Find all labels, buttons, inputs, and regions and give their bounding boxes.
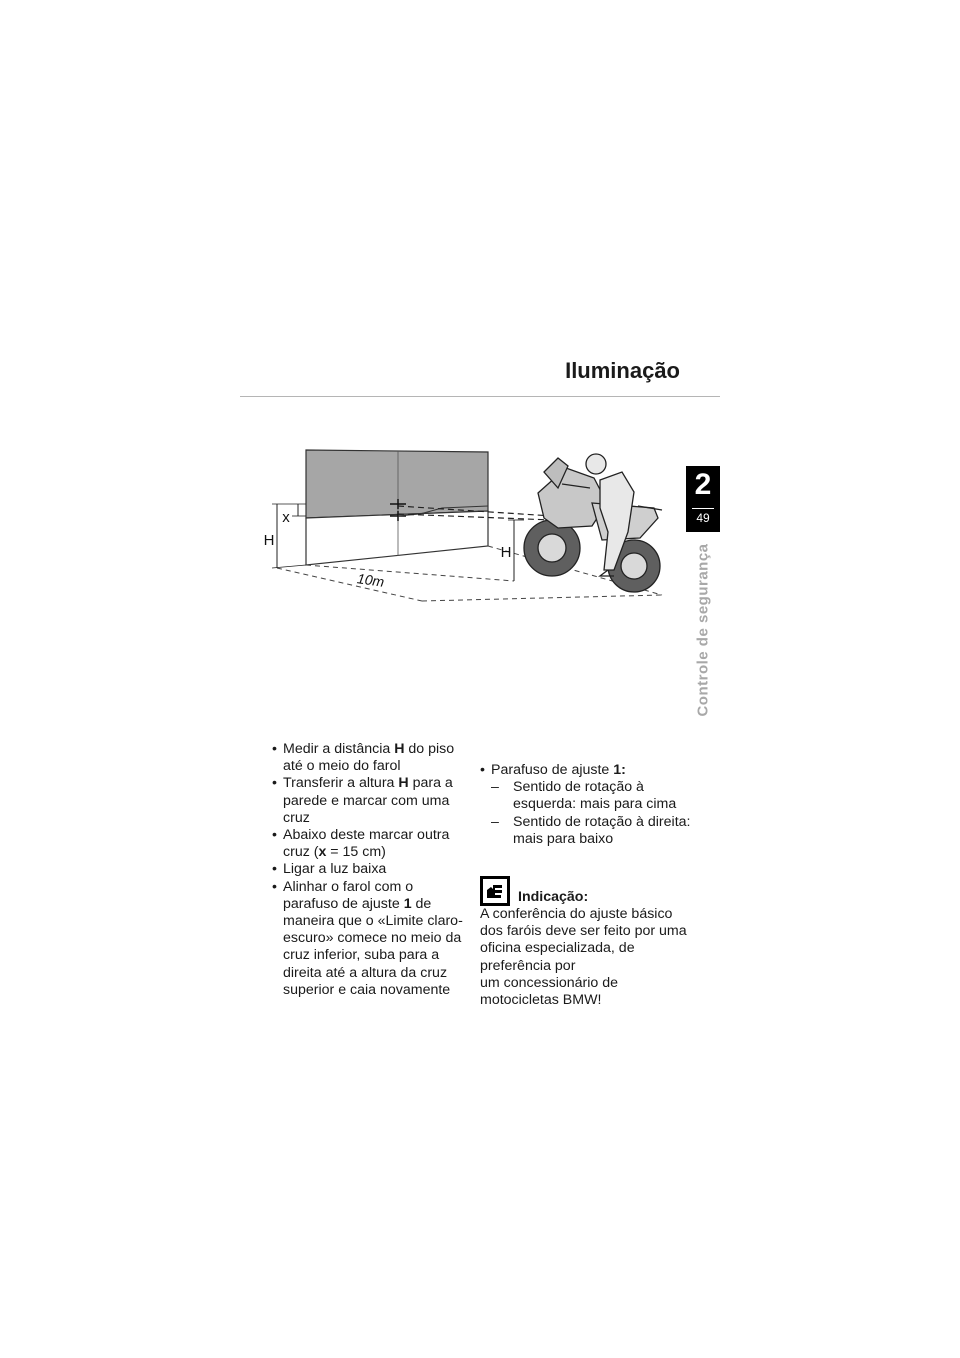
label-x: x: [282, 509, 290, 526]
label-distance: 10m: [356, 570, 386, 590]
list-item: • Transferir a altura H para a parede e marcar com uma cruz: [272, 775, 453, 826]
note-title: Indicação:: [518, 889, 589, 906]
ground-line-far: [422, 595, 662, 601]
chapter-number: 2: [694, 468, 712, 501]
label-h-right: H: [500, 544, 512, 561]
instructions-left-column: [272, 741, 472, 999]
bullet: •: [272, 775, 277, 792]
bullet: •: [272, 878, 277, 895]
ground-line-near: [277, 568, 422, 601]
label-h-left: H: [263, 532, 275, 549]
list-item: • Alinhar o farol com o parafuso de ajuste 1 de maneira que o «Limite claro-escuro» comece no meio da cruz inferior, suba para a direita até a altura da cruz superior e caia novamente: [272, 878, 463, 998]
sub-list-item: – Sentido de rotação à direita: mais para baixo: [491, 813, 691, 847]
motorcycle-rider: [524, 454, 662, 592]
instructions-right-column: [480, 762, 695, 1009]
bullet: •: [272, 861, 277, 878]
page-number: 49: [696, 511, 710, 525]
note-header: [480, 872, 695, 906]
sub-list-item: – Sentido de rotação à esquerda: mais para cima: [491, 779, 677, 813]
list-item: • Ligar a luz baixa: [272, 861, 387, 878]
dash: –: [491, 779, 499, 796]
header-rule: [240, 396, 720, 397]
list-item: • Abaixo deste marcar outra cruz (x = 15 cm): [272, 827, 450, 861]
list-item: • Medir a distância H do piso até o meio do farol: [272, 741, 455, 775]
wall-upper: [306, 450, 488, 518]
headlight-adjustment-illustration: [262, 448, 670, 608]
bullet: •: [272, 827, 277, 844]
bullet: •: [480, 762, 485, 778]
tab-divider: [692, 508, 714, 509]
note-block: [480, 872, 695, 1009]
note-hand-icon: [480, 876, 510, 906]
chapter-tab: [686, 466, 720, 532]
bullet: •: [272, 741, 277, 757]
side-section-title: Controle de segurança: [694, 543, 712, 717]
list-item: • Parafuso de ajuste 1:: [480, 762, 626, 778]
page-title: Iluminação: [565, 358, 680, 383]
wall-lower: [306, 511, 488, 565]
note-text: A conferência do ajuste básico dos faróis deve ser feito por uma oficina especializada, de preferência por um concessionário de motocicletas BMW!: [480, 906, 687, 1009]
dash: –: [491, 813, 499, 830]
